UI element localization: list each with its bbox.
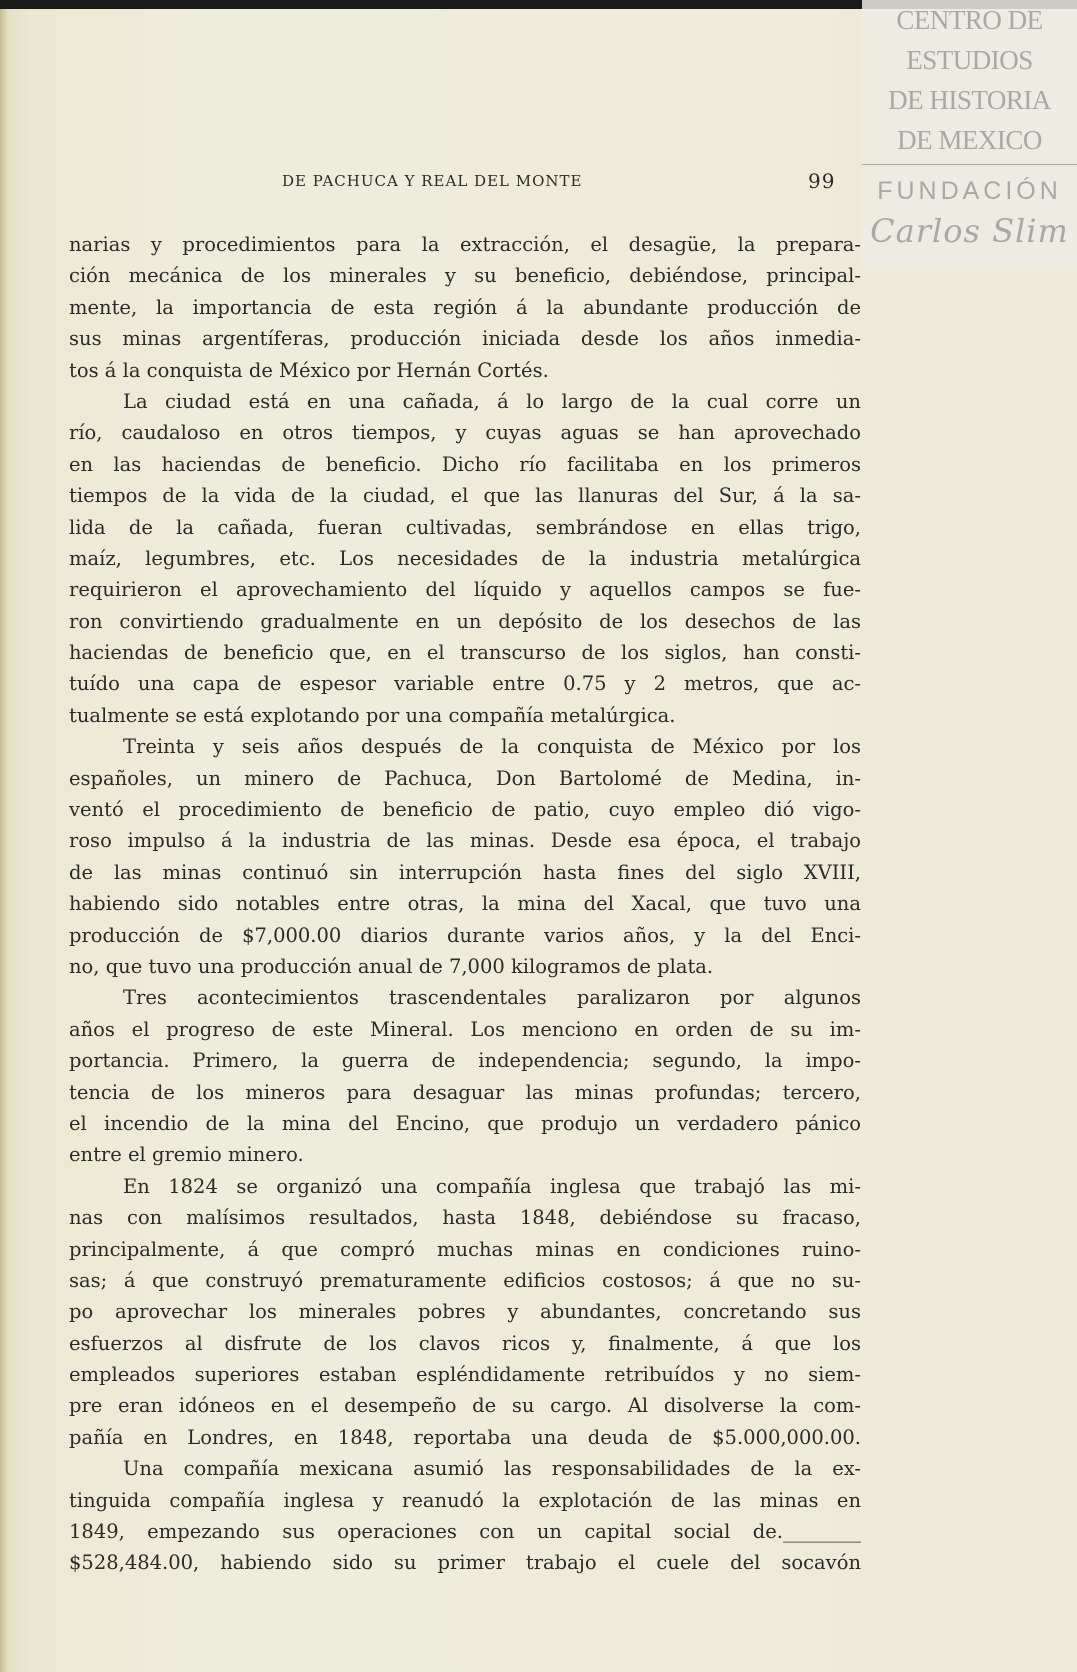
text-line: tos á la conquista de México por Hernán Cortés. <box>69 358 549 382</box>
text-line: empleados superiores estaban espléndidamente retribuídos y no siem- <box>69 1363 861 1387</box>
text-line: sas; á que construyó prematuramente edificios costosos; á que no su- <box>69 1268 861 1292</box>
text-line: río, caudaloso en otros tiempos, y cuyas aguas se han aprovechado <box>69 421 861 445</box>
text-line: Tres acontecimientos trascendentales paralizaron por algunos <box>123 986 861 1010</box>
watermark-line: ESTUDIOS <box>906 45 1033 75</box>
text-line: tuído una capa de espesor variable entre 0.75 y 2 metros, que ac- <box>69 672 861 696</box>
text-line: españoles, un minero de Pachuca, Don Bartolomé de Medina, in- <box>69 766 861 790</box>
text-line: narias y procedimientos para la extracción, el desagüe, la prepara- <box>69 233 861 256</box>
page-number: 99 <box>808 169 836 193</box>
text-line: En 1824 se organizó una compañía inglesa que trabajó las mi- <box>123 1174 861 1198</box>
watermark-signature: Carlos Slim <box>870 212 1069 250</box>
text-line: Una compañía mexicana asumió las responsabilidades de la ex- <box>123 1457 861 1481</box>
text-line: en las haciendas de beneficio. Dicho río facilitaba en los primeros <box>69 452 861 476</box>
text-line: entre el gremio minero. <box>69 1143 304 1167</box>
page-left-edge <box>0 9 8 1672</box>
text-line: mente, la importancia de esta región á la abundante producción de <box>69 295 861 319</box>
text-line: producción de $7,000.00 diarios durante varios años, y la del Enci- <box>69 923 861 947</box>
text-line: el incendio de la mina del Encino, que produjo un verdadero pánico <box>69 1111 861 1135</box>
text-line: lida de la cañada, fueran cultivadas, sembrándose en ellas trigo, <box>69 515 861 539</box>
text-line: $528,484.00, habiendo sido su primer trabajo el cuele del socavón <box>69 1551 861 1575</box>
watermark-divider <box>862 164 1077 165</box>
text-line: 1849, empezando sus operaciones con un capital social de.________ <box>69 1520 861 1544</box>
text-line: tualmente se está explotando por una compañía metalúrgica. <box>69 703 676 727</box>
text-line: haciendas de beneficio que, en el transcurso de los siglos, han consti- <box>69 641 861 665</box>
text-line: nas con malísimos resultados, hasta 1848, debiéndose su fracaso, <box>69 1206 861 1230</box>
text-line: ventó el procedimiento de beneficio de patio, cuyo empleo dió vigo- <box>69 798 861 822</box>
text-line: esfuerzos al disfrute de los clavos ricos y, finalmente, á que los <box>69 1331 861 1355</box>
text-line: sus minas argentíferas, producción iniciada desde los años inmedia- <box>69 327 861 351</box>
running-title: DE PACHUCA Y REAL DEL MONTE <box>282 172 583 190</box>
watermark-line: CENTRO DE <box>896 5 1043 35</box>
text-line: tencia de los mineros para desaguar las minas profundas; tercero, <box>69 1080 861 1104</box>
text-line: maíz, legumbres, etc. Los necesidades de la industria metalúrgica <box>69 546 861 570</box>
text-line: de las minas continuó sin interrupción hasta fines del siglo XVIII, <box>69 860 861 884</box>
text-line: principalmente, á que compró muchas minas en condiciones ruino- <box>69 1237 861 1261</box>
text-line: no, que tuvo una producción anual de 7,000 kilogramos de plata. <box>69 954 714 978</box>
watermark-line: DE HISTORIA <box>888 85 1051 115</box>
text-line: ron convirtiendo gradualmente en un depósito de los desechos de las <box>69 609 861 633</box>
text-line: portancia. Primero, la guerra de independencia; segundo, la impo- <box>69 1049 861 1073</box>
text-line: pre eran idóneos en el desempeño de su cargo. Al disolverse la com- <box>69 1394 861 1418</box>
text-line: La ciudad está en una cañada, á lo largo de la cual corre un <box>123 389 861 413</box>
text-line: tiempos de la vida de la ciudad, el que las llanuras del Sur, á la sa- <box>69 484 861 508</box>
text-line: años el progreso de este Mineral. Los menciono en orden de su im- <box>69 1017 861 1041</box>
text-line: habiendo sido notables entre otras, la mina del Xacal, que tuvo una <box>69 892 861 916</box>
body-text <box>69 229 861 1579</box>
text-line: po aprovechar los minerales pobres y abundantes, concretando sus <box>69 1300 861 1324</box>
text-line: roso impulso á la industria de las minas. Desde esa época, el trabajo <box>69 829 861 853</box>
text-line: pañía en Londres, en 1848, reportaba una deuda de $5.000,000.00. <box>69 1425 861 1449</box>
text-line: tinguida compañía inglesa y reanudó la explotación de las minas en <box>69 1488 861 1512</box>
text-line: ción mecánica de los minerales y su beneficio, debiéndose, principal- <box>69 264 861 288</box>
watermark-foundation: FUNDACIÓN <box>877 177 1062 205</box>
text-line: Treinta y seis años después de la conquista de México por los <box>123 735 861 759</box>
text-line: requirieron el aprovechamiento del líquido y aquellos campos se fue- <box>69 578 861 602</box>
watermark-logo <box>862 0 1077 268</box>
watermark-line: DE MEXICO <box>897 125 1042 155</box>
